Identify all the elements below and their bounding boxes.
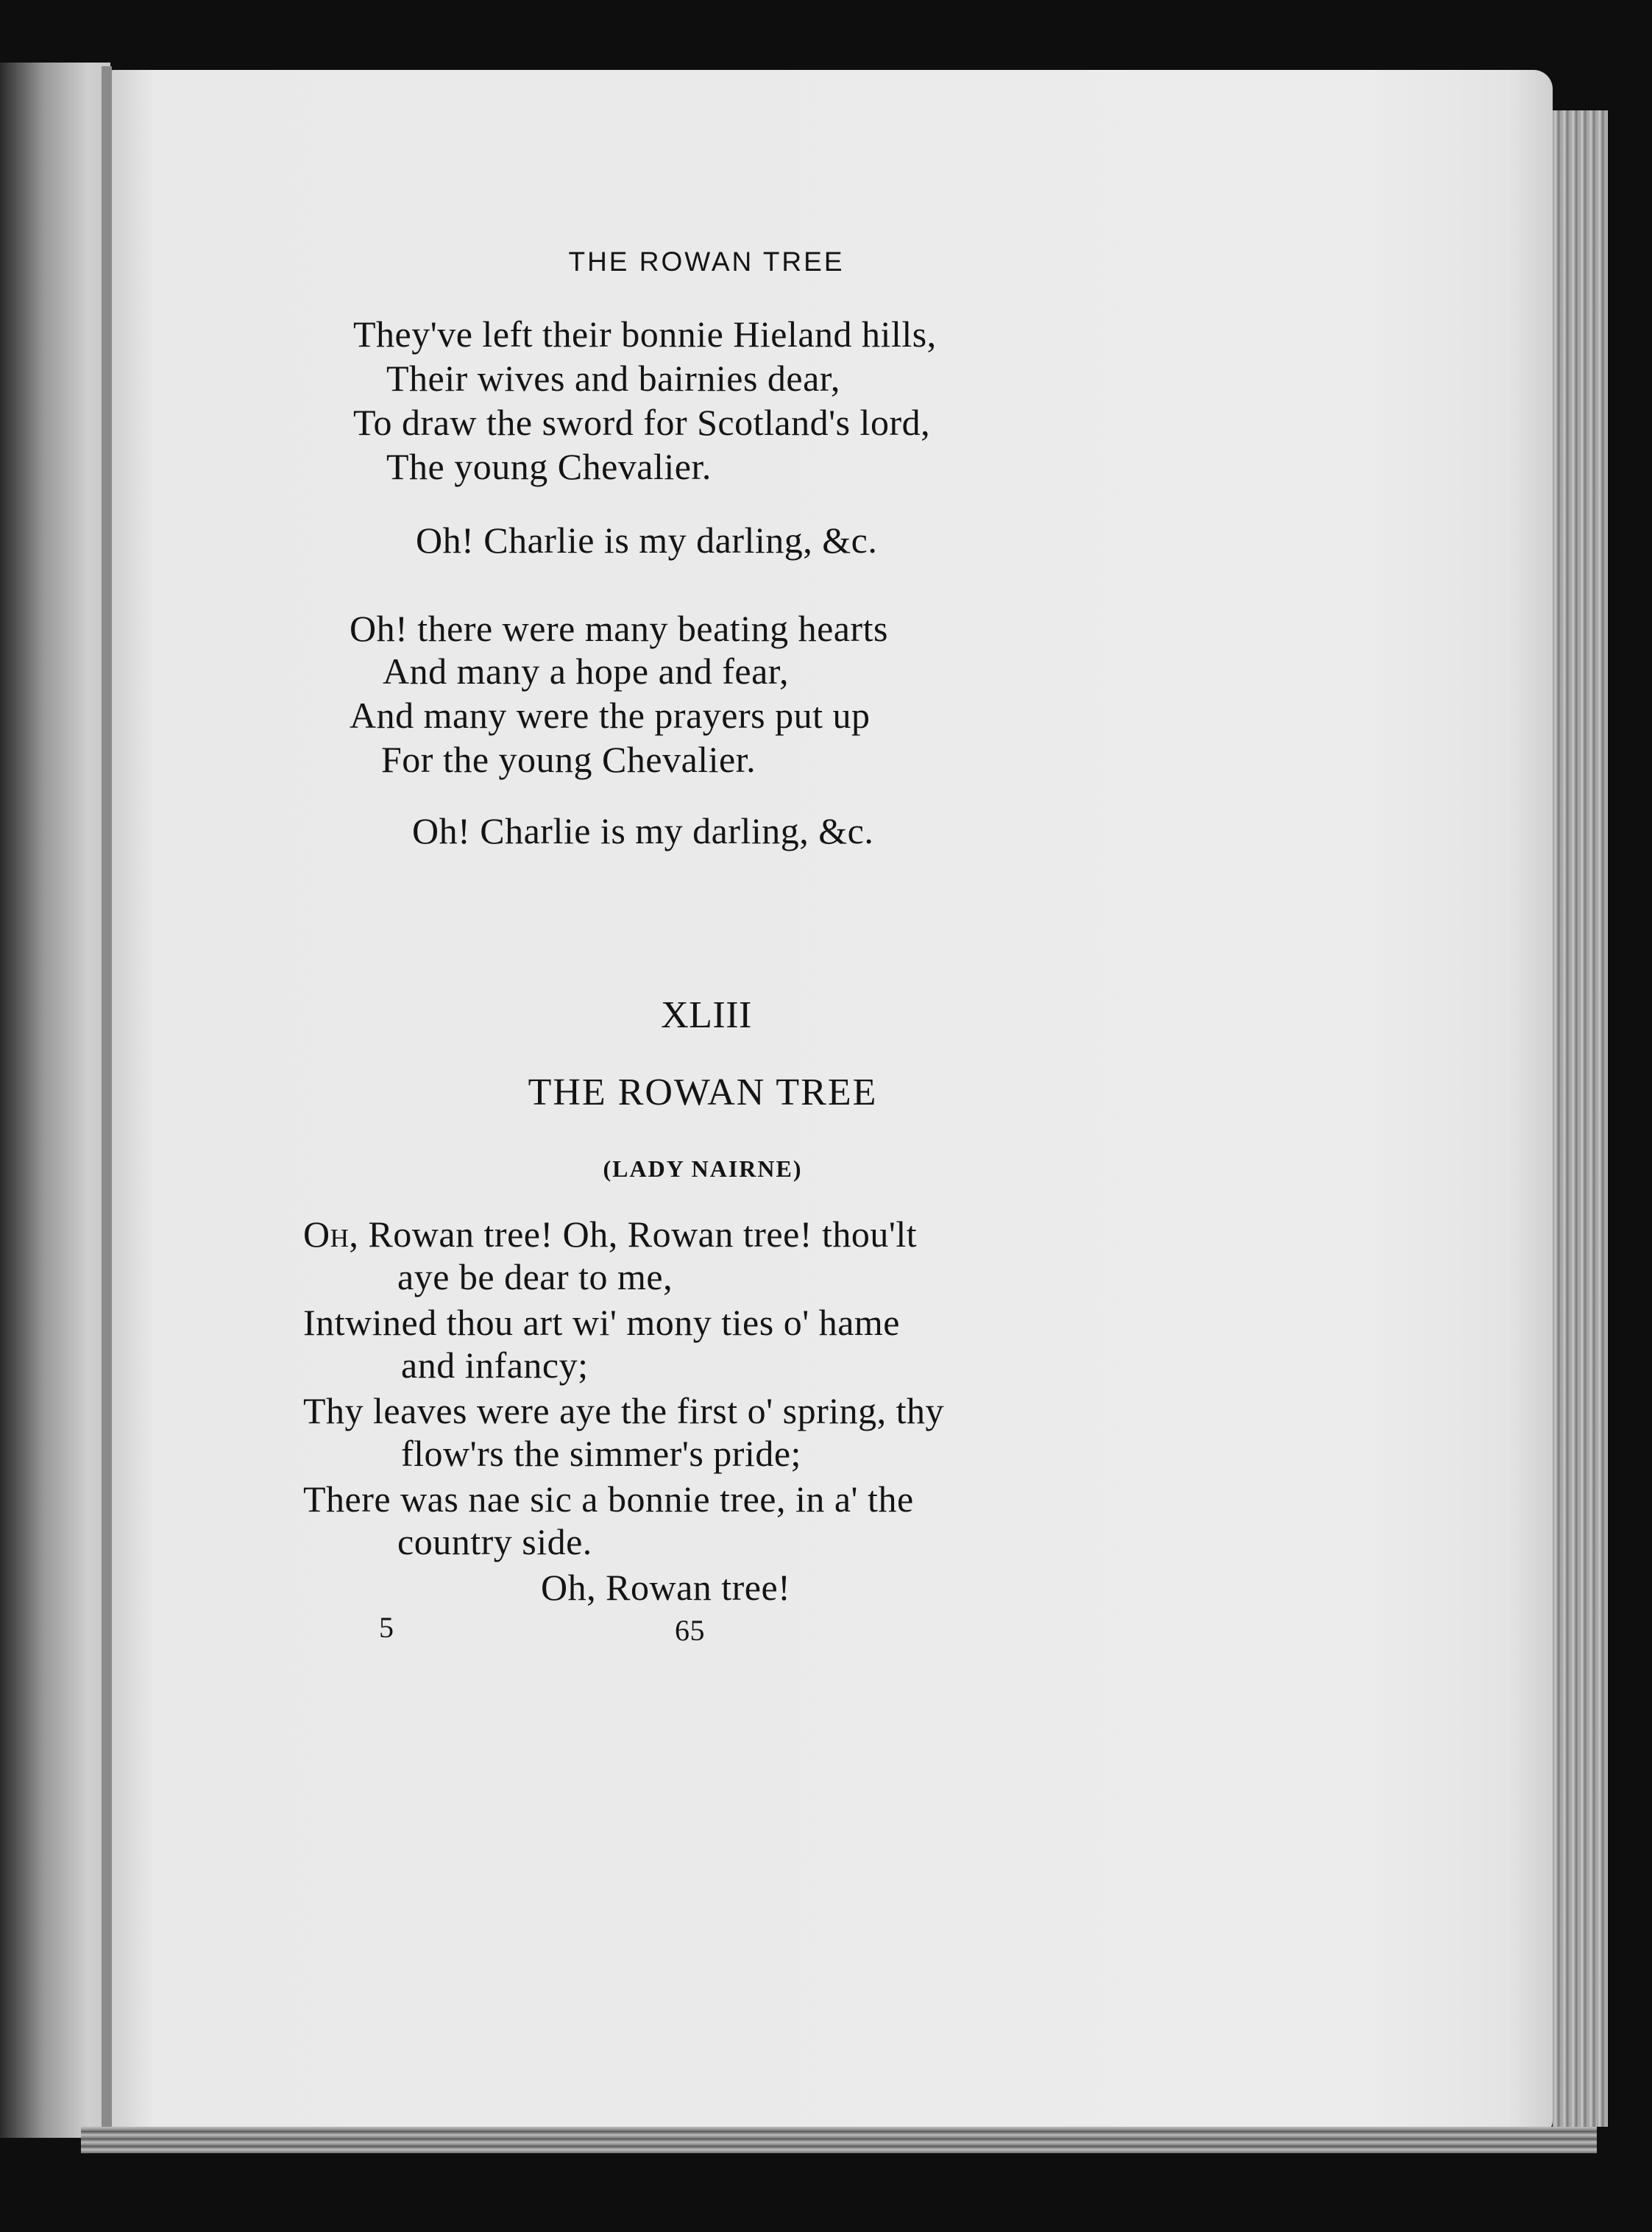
stanza-2-refrain: Oh! Charlie is my darling, &c. [412, 810, 874, 851]
stanza-2-line-4: For the young Chevalier. [381, 739, 756, 780]
page-stack-edge [1553, 110, 1608, 2127]
stanza-1-line-1: They've left their bonnie Hieland hills, [353, 313, 937, 355]
stanza-2-line-2: And many a hope and fear, [383, 651, 789, 692]
stanza-2-line-3: And many were the prayers put up [350, 695, 871, 736]
running-head: THE ROWAN TREE [568, 247, 845, 277]
stanza-2-line-1: Oh! there were many beating hearts [350, 608, 888, 649]
poem-line-1 [303, 1213, 917, 1255]
page-bottom-edge [81, 2127, 1597, 2153]
poem-line-4: and infancy; [401, 1344, 589, 1386]
poem-author: (LADY NAIRNE) [603, 1155, 803, 1182]
poem-line-2: aye be dear to me, [397, 1256, 673, 1297]
stanza-1-refrain: Oh! Charlie is my darling, &c. [416, 520, 878, 561]
poem-line-1-text: Rowan tree! Oh, Rowan tree! thou'lt [368, 1214, 918, 1255]
page-number: 65 [675, 1614, 705, 1647]
poem-first-word: Oh, [303, 1214, 359, 1255]
signature-mark: 5 [379, 1611, 394, 1644]
poem-line-6: flow'rs the simmer's pride; [401, 1433, 801, 1474]
poem-line-9: Oh, Rowan tree! [541, 1567, 791, 1608]
poem-line-8: country side. [397, 1521, 592, 1562]
poem-line-7: There was nae sic a bonnie tree, in a' the [303, 1478, 914, 1520]
poem-line-5: Thy leaves were aye the first o' spring, thy [303, 1390, 945, 1431]
poem-number: XLIII [661, 994, 752, 1036]
stanza-1-line-2: Their wives and bairnies dear, [386, 358, 840, 399]
stanza-1-line-3: To draw the sword for Scotland's lord, [353, 402, 931, 443]
stanza-1-line-4: The young Chevalier. [386, 446, 712, 487]
poem-line-3: Intwined thou art wi' mony ties o' hame [303, 1302, 900, 1343]
poem-title: THE ROWAN TREE [528, 1071, 878, 1113]
